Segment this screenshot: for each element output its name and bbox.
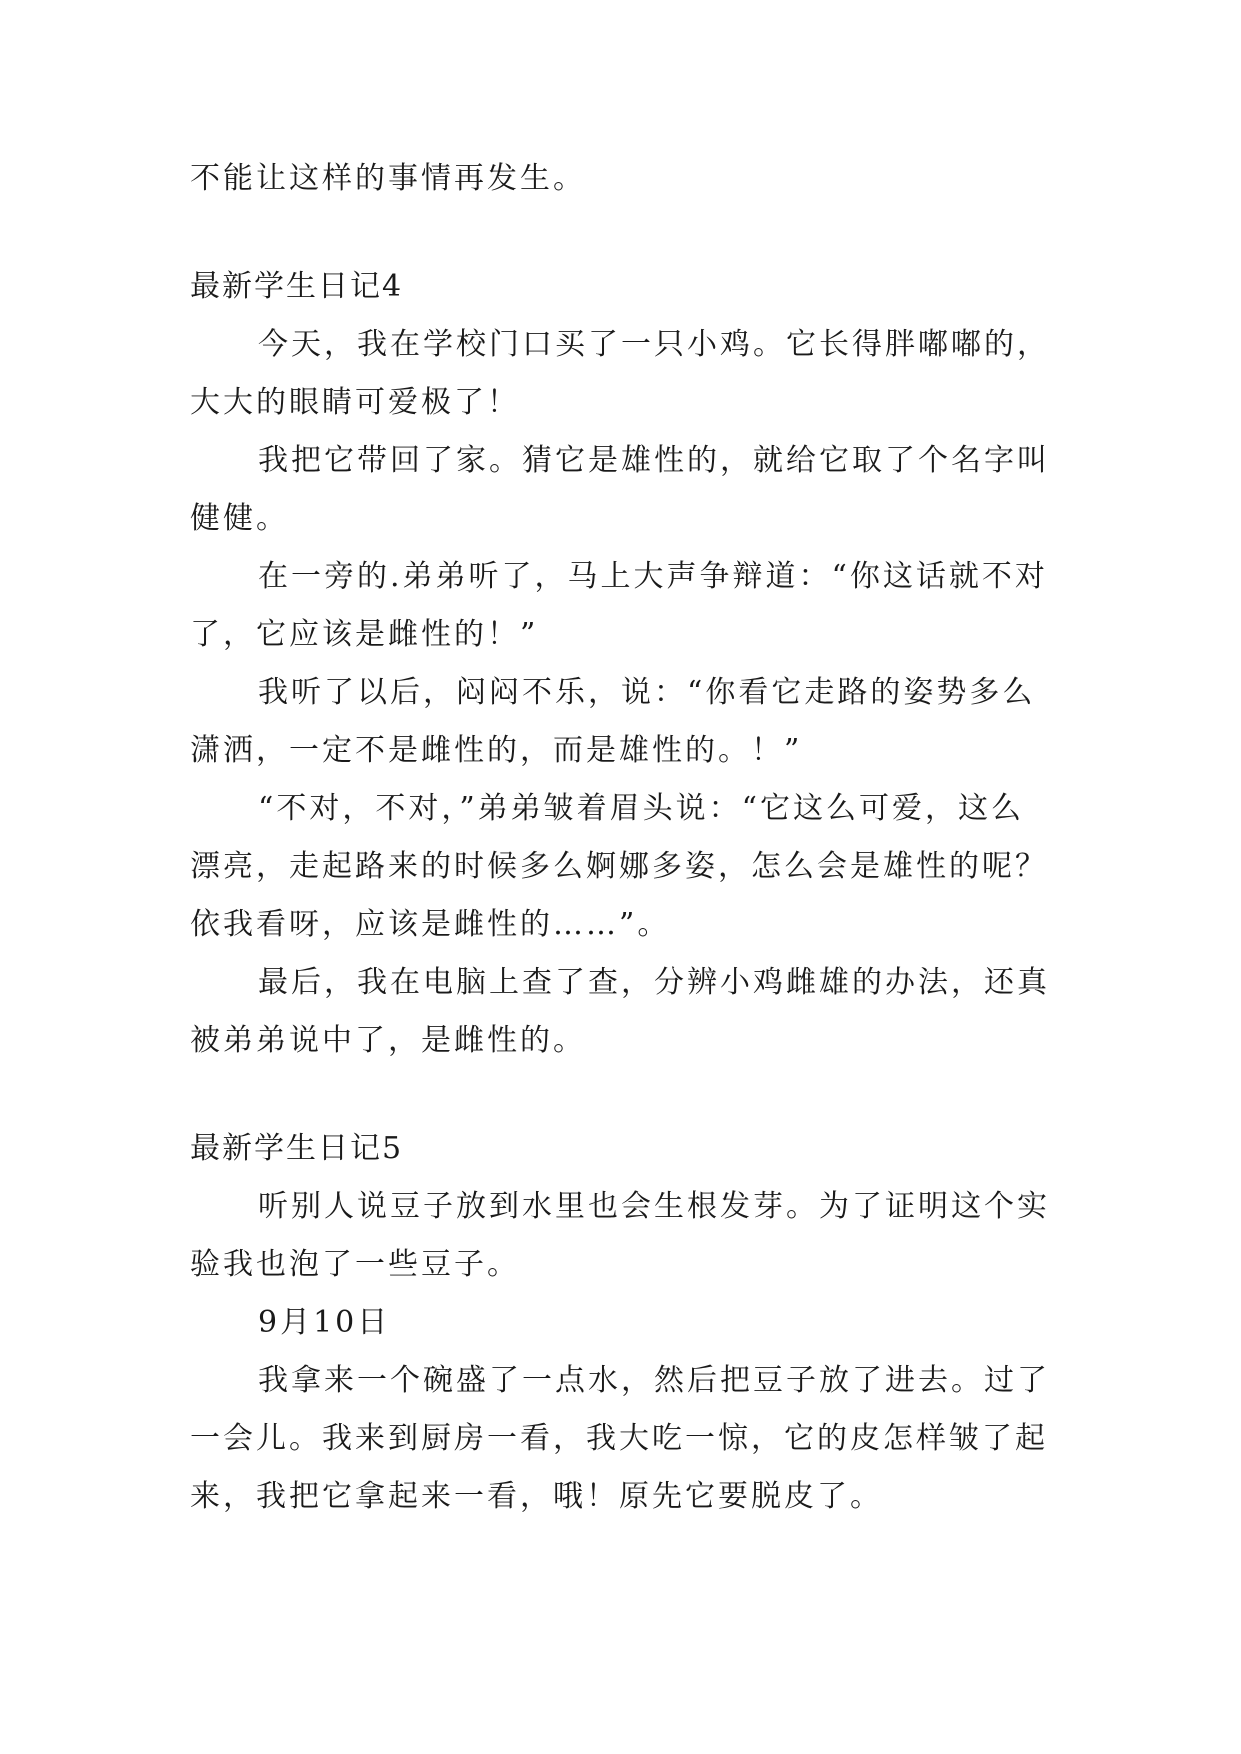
section-heading-diary-5: 最新学生日记5	[190, 1131, 404, 1166]
paragraph-line: 来，我把它拿起来一看，哦！原先它要脱皮了。	[190, 1479, 883, 1514]
paragraph-line: 健健。	[190, 501, 289, 536]
paragraph-line: 今天，我在学校门口买了一只小鸡。它长得胖嘟嘟的，	[258, 327, 1050, 362]
paragraph-line: 了，它应该是雌性的！”	[190, 617, 539, 652]
paragraph-line: 我拿来一个碗盛了一点水，然后把豆子放了进去。过了	[258, 1363, 1050, 1398]
paragraph-line: 大大的眼睛可爱极了！	[190, 385, 520, 420]
paragraph-line: 在一旁的.弟弟听了，马上大声争辩道：“你这话就不对	[258, 559, 1048, 594]
paragraph-line: 漂亮，走起路来的时候多么婀娜多姿，怎么会是雄性的呢？	[190, 849, 1048, 884]
section-gap	[190, 1070, 1050, 1120]
paragraph-line: “不对，不对，”弟弟皱着眉头说：“它这么可爱，这么	[258, 791, 1025, 826]
paragraph-line: 被弟弟说中了，是雌性的。	[190, 1023, 586, 1058]
paragraph-line: 我把它带回了家。猜它是雄性的，就给它取了个名字叫	[258, 443, 1050, 478]
paragraph-line: 最后，我在电脑上查了查，分辨小鸡雌雄的办法，还真	[258, 965, 1050, 1000]
section-gap	[190, 208, 1050, 258]
diary-text	[190, 150, 1050, 1526]
date-line: 9月10日	[258, 1305, 391, 1340]
paragraph-line: 潇洒，一定不是雌性的，而是雄性的。！”	[190, 733, 803, 768]
section-heading-diary-4: 最新学生日记4	[190, 269, 404, 304]
paragraph-line: 依我看呀，应该是雌性的……”。	[190, 907, 671, 942]
paragraph-line: 听别人说豆子放到水里也会生根发芽。为了证明这个实	[258, 1189, 1050, 1224]
paragraph-line: 不能让这样的事情再发生。	[190, 161, 586, 196]
paragraph-line: 一会儿。我来到厨房一看，我大吃一惊，它的皮怎样皱了起	[190, 1421, 1048, 1456]
paragraph-line: 我听了以后，闷闷不乐，说：“你看它走路的姿势多么	[258, 675, 1036, 710]
paragraph-line: 验我也泡了一些豆子。	[190, 1247, 520, 1282]
